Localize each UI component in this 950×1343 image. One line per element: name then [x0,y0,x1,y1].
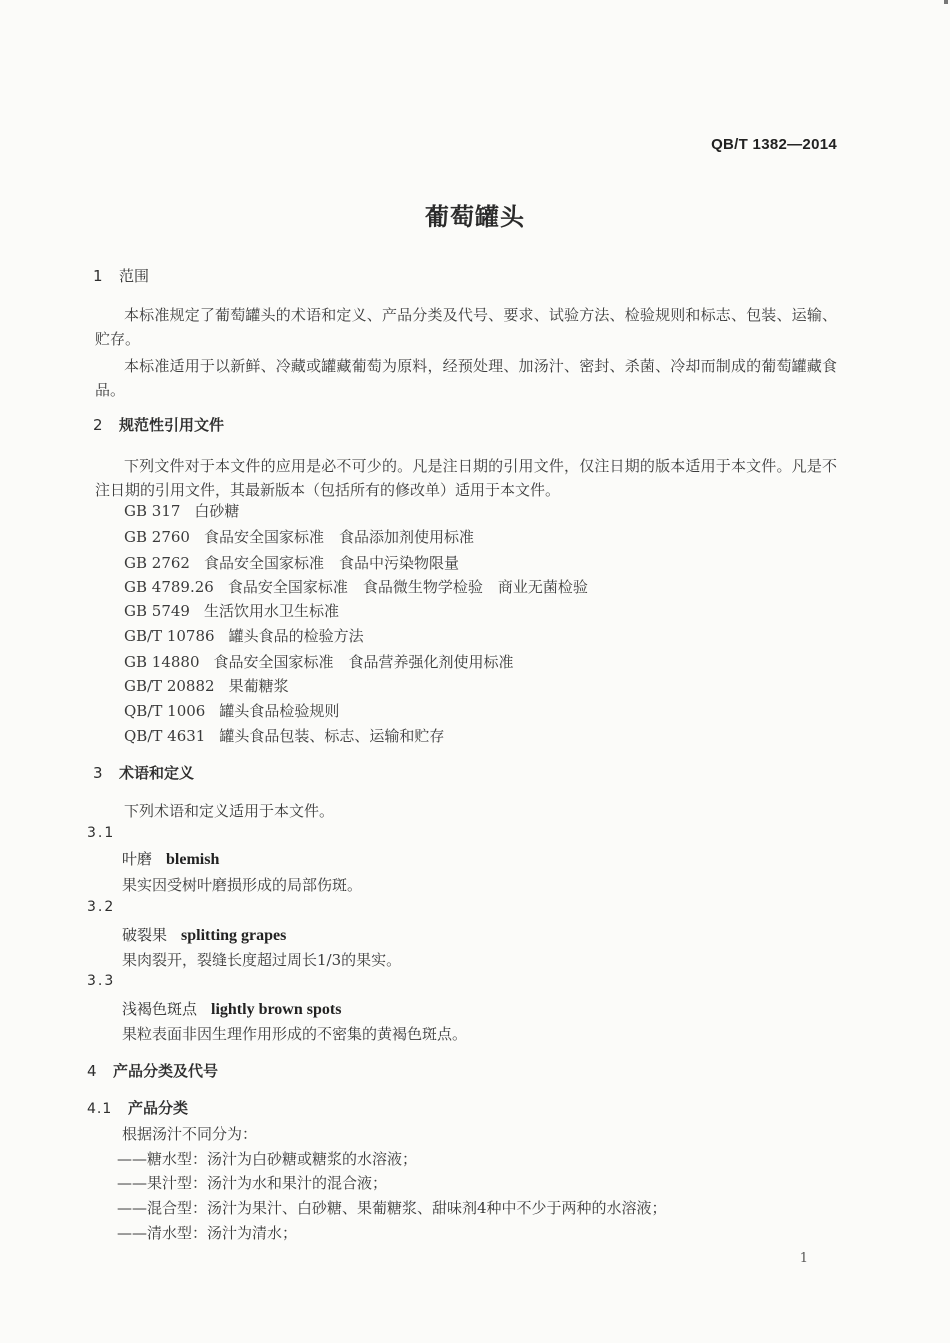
subsection-title: 产品分类 [128,1099,189,1117]
term-number: 3.3 [87,973,116,989]
section-4-heading [87,1060,218,1081]
reference-item [124,600,339,621]
section-number: 3 [93,764,103,782]
reference-item [124,725,444,746]
section-number: 1 [93,267,103,285]
term-heading [122,848,219,869]
reference-item [124,500,239,521]
term-chinese: 破裂果 [122,926,168,944]
reference-title: 食品安全国家标准 食品微生物学检验 商业无菌检验 [227,578,588,596]
reference-item [124,700,339,721]
section-3-heading [93,762,194,783]
section-1-heading [93,265,149,286]
term-number: 3.2 [87,899,116,915]
term-english: lightly brown spots [211,1001,342,1018]
section-number: 2 [93,416,103,434]
reference-item [124,552,459,573]
reference-item [124,526,474,547]
reference-title: 生活饮用水卫生标准 [203,602,339,620]
term-heading [122,924,286,945]
term-heading [122,998,341,1019]
term-chinese: 叶磨 [122,850,153,868]
reference-code: GB 2762 [124,554,190,572]
section-number: 4 [87,1062,97,1080]
reference-item [124,651,514,672]
list-item: ——混合型：汤汁为果汁、白砂糖、果葡糖浆、甜味剂4种中不少于两种的水溶液； [117,1199,667,1217]
reference-item [124,576,588,597]
subsection-4-1-heading [87,1097,188,1118]
reference-item [124,625,364,646]
reference-code: GB/T 20882 [124,677,215,695]
section-2-intro: 下列文件对于本文件的应用是必不可少的。凡是注日期的引用文件，仅注日期的版本适用于本文件。凡是不注日期的引用文件，其最新版本（包括所有的修改单）适用于本文件。 [95,457,837,499]
reference-code: GB/T 10786 [124,627,215,645]
reference-title: 食品安全国家标准 食品中污染物限量 [203,554,459,572]
reference-title: 罐头食品检验规则 [219,702,340,720]
reference-title: 罐头食品的检验方法 [228,627,364,645]
list-item: ——果汁型：汤汁为水和果汁的混合液； [117,1174,388,1192]
scan-edge-mark [944,0,948,4]
list-item: ——清水型：汤汁为清水； [117,1224,298,1242]
section-title: 范围 [119,267,150,285]
reference-title: 果葡糖浆 [228,677,289,695]
reference-code: GB 14880 [124,653,200,671]
term-english: splitting grapes [181,927,287,944]
list-item: ——糖水型：汤汁为白砂糖或糖浆的水溶液； [117,1150,418,1168]
section-3-intro: 下列术语和定义适用于本文件。 [124,802,335,820]
reference-title: 食品安全国家标准 食品营养强化剂使用标准 [213,653,514,671]
section-title: 术语和定义 [119,764,195,782]
term-definition: 果实因受树叶磨损形成的局部伤斑。 [122,876,363,894]
reference-code: GB 4789.26 [124,578,214,596]
section-1-paragraph-1: 本标准规定了葡萄罐头的术语和定义、产品分类及代号、要求、试验方法、检验规则和标志、包装、运输、贮存。 [95,306,837,348]
reference-item [124,675,289,696]
term-chinese: 浅褐色斑点 [122,1000,198,1018]
term-english: blemish [166,851,220,868]
reference-code: GB 5749 [124,602,190,620]
section-title: 规范性引用文件 [119,416,225,434]
reference-code: QB/T 4631 [124,727,206,745]
section-1-paragraph-2: 本标准适用于以新鲜、冷藏或罐藏葡萄为原料，经预处理、加汤汁、密封、杀菌、冷却而制成的葡萄罐藏食品。 [95,357,837,399]
standard-code: QB/T 1382—2014 [711,136,837,153]
reference-code: GB 2760 [124,528,190,546]
subsection-number: 4.1 [87,1101,113,1117]
reference-title: 罐头食品包装、标志、运输和贮存 [219,727,445,745]
reference-code: QB/T 1006 [124,702,206,720]
reference-code: GB 317 [124,502,181,520]
term-definition: 果肉裂开，裂缝长度超过周长1/3的果实。 [122,951,402,969]
reference-title: 白砂糖 [194,502,240,520]
term-definition: 果粒表面非因生理作用形成的不密集的黄褐色斑点。 [122,1025,468,1043]
term-number: 3.1 [87,825,116,841]
document-title: 葡萄罐头 [425,203,525,231]
subsection-intro: 根据汤汁不同分为： [122,1125,258,1143]
section-title: 产品分类及代号 [113,1062,219,1080]
page-number: 1 [799,1251,808,1266]
reference-title: 食品安全国家标准 食品添加剂使用标准 [203,528,474,546]
section-2-heading [93,414,224,435]
